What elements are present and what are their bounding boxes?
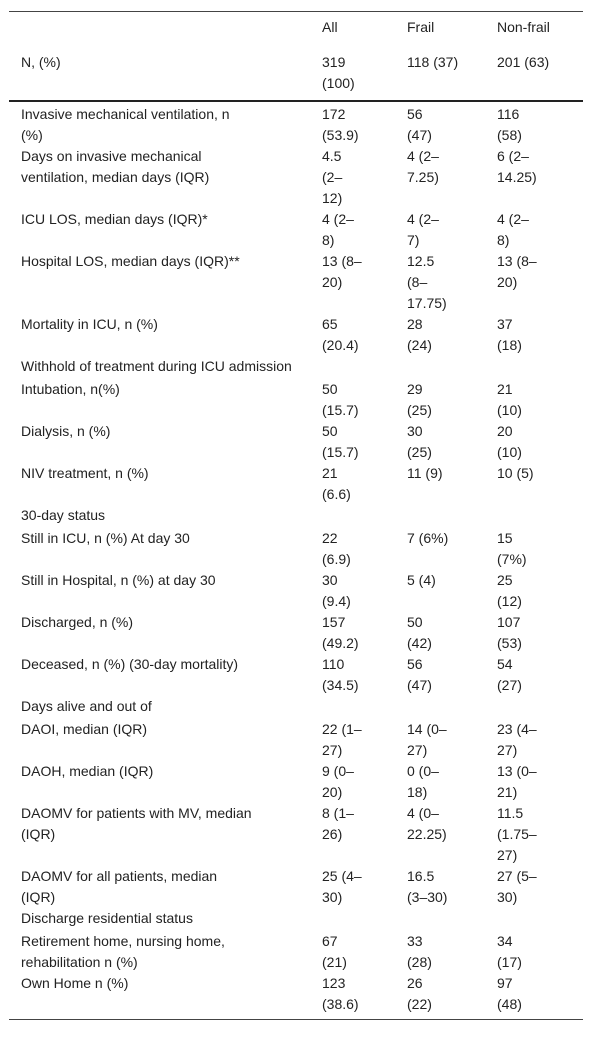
- row-label: Dialysis, n (%): [21, 423, 111, 439]
- cell-nonfrail: 27 (5– 30): [497, 868, 537, 905]
- header-nonfrail: Non-frail: [497, 19, 550, 35]
- cell-all: 30 (9.4): [322, 572, 351, 609]
- row-label: Invasive mechanical ventilation, n (%): [21, 106, 230, 143]
- n-frail: 118 (37): [407, 54, 459, 70]
- row-label: Still in ICU, n (%) At day 30: [21, 530, 190, 546]
- table-row: [9, 421, 583, 463]
- row-label: Mortality in ICU, n (%): [21, 316, 158, 332]
- cell-all: 8 (1– 26): [322, 805, 354, 842]
- cell-nonfrail: 107 (53): [497, 614, 522, 651]
- cell-all: 110 (34.5): [322, 656, 359, 693]
- table-row: [9, 612, 583, 654]
- table-row: [9, 146, 583, 209]
- cell-nonfrail: 6 (2– 14.25): [497, 148, 537, 185]
- table-row: [9, 528, 583, 570]
- n-label: N, (%): [21, 54, 61, 70]
- cell-frail: 11 (9): [407, 465, 443, 481]
- section-label: 30-day status: [21, 507, 106, 523]
- row-label: DAOH, median (IQR): [21, 763, 154, 779]
- cell-frail: 50 (42): [407, 614, 432, 651]
- table-row: [9, 251, 583, 314]
- cell-all: 22 (6.9): [322, 530, 351, 567]
- table-body: [9, 101, 583, 1020]
- cell-frail: 30 (25): [407, 423, 432, 460]
- section-label: Discharge residential status: [21, 910, 193, 926]
- cell-nonfrail: 25 (12): [497, 572, 522, 609]
- cell-all: 4.5 (2– 12): [322, 148, 343, 206]
- cell-nonfrail: 54 (27): [497, 656, 522, 693]
- cell-all: 25 (4– 30): [322, 868, 362, 905]
- cell-all: 67 (21): [322, 933, 347, 970]
- cell-frail: 4 (2– 7): [407, 211, 439, 248]
- row-label: NIV treatment, n (%): [21, 465, 149, 481]
- cell-nonfrail: 34 (17): [497, 933, 522, 970]
- cell-frail: 7 (6%): [407, 530, 449, 546]
- cell-frail: 33 (28): [407, 933, 432, 970]
- header-empty: [9, 12, 322, 53]
- row-label: DAOMV for all patients, median (IQR): [21, 868, 218, 905]
- n-all: 319 (100): [322, 54, 355, 91]
- cell-nonfrail: 37 (18): [497, 316, 522, 353]
- table-row: [9, 570, 583, 612]
- cell-nonfrail: 15 (7%): [497, 530, 527, 567]
- table-row: [9, 866, 583, 908]
- table-header: [9, 12, 583, 102]
- cell-all: 50 (15.7): [322, 381, 359, 418]
- row-label: Still in Hospital, n (%) at day 30: [21, 572, 216, 588]
- table-row: [9, 803, 583, 866]
- cell-all: 22 (1– 27): [322, 721, 362, 758]
- cell-all: 157 (49.2): [322, 614, 359, 651]
- cell-frail: 26 (22): [407, 975, 432, 1012]
- cell-nonfrail: 116 (58): [497, 106, 522, 143]
- table-row: [9, 101, 583, 146]
- cell-nonfrail: 10 (5): [497, 465, 534, 481]
- table-row: [9, 931, 583, 973]
- row-label: Retirement home, nursing home, rehabilitation n (%): [21, 933, 225, 970]
- section-row: [9, 505, 583, 528]
- table-row: [9, 973, 583, 1020]
- table-row: [9, 314, 583, 356]
- row-label: Discharged, n (%): [21, 614, 134, 630]
- cell-all: 4 (2– 8): [322, 211, 354, 248]
- cell-all: 9 (0– 20): [322, 763, 354, 800]
- row-label: Hospital LOS, median days (IQR)**: [21, 253, 240, 269]
- cell-frail: 56 (47): [407, 656, 432, 693]
- cell-nonfrail: 4 (2– 8): [497, 211, 529, 248]
- table-row: [9, 379, 583, 421]
- n-nonfrail: 201 (63): [497, 54, 550, 70]
- cell-frail: 12.5 (8– 17.75): [407, 253, 447, 311]
- cell-nonfrail: 20 (10): [497, 423, 522, 460]
- outcomes-table: [9, 11, 583, 1020]
- cell-frail: 0 (0– 18): [407, 763, 439, 800]
- row-label: DAOMV for patients with MV, median (IQR): [21, 805, 252, 842]
- cell-nonfrail: 13 (8– 20): [497, 253, 537, 290]
- cell-nonfrail: 11.5 (1.75– 27): [497, 805, 537, 863]
- table-row: [9, 654, 583, 696]
- cell-all: 123 (38.6): [322, 975, 359, 1012]
- row-label: ICU LOS, median days (IQR)*: [21, 211, 208, 227]
- row-label: Deceased, n (%) (30-day mortality): [21, 656, 239, 672]
- cell-all: 50 (15.7): [322, 423, 359, 460]
- row-label: DAOI, median (IQR): [21, 721, 148, 737]
- cell-all: 21 (6.6): [322, 465, 351, 502]
- cell-all: 13 (8– 20): [322, 253, 362, 290]
- cell-all: 172 (53.9): [322, 106, 359, 143]
- cell-nonfrail: 13 (0– 21): [497, 763, 537, 800]
- cell-nonfrail: 21 (10): [497, 381, 522, 418]
- table-row: [9, 761, 583, 803]
- cell-nonfrail: 23 (4– 27): [497, 721, 537, 758]
- row-label: Days on invasive mechanical ventilation, median days (IQR): [21, 148, 210, 185]
- cell-frail: 28 (24): [407, 316, 432, 353]
- table-row: [9, 209, 583, 251]
- row-label: Intubation, n(%): [21, 381, 120, 397]
- cell-frail: 16.5 (3–30): [407, 868, 448, 905]
- cell-frail: 56 (47): [407, 106, 432, 143]
- cell-frail: 4 (2– 7.25): [407, 148, 439, 185]
- row-label: Own Home n (%): [21, 975, 129, 991]
- header-all: All: [322, 19, 338, 35]
- section-label: Withhold of treatment during ICU admission: [21, 358, 292, 374]
- header-frail: Frail: [407, 19, 435, 35]
- header-row: [9, 12, 583, 53]
- cell-frail: 14 (0– 27): [407, 721, 447, 758]
- cell-frail: 29 (25): [407, 381, 432, 418]
- section-row: [9, 908, 583, 931]
- cell-nonfrail: 97 (48): [497, 975, 522, 1012]
- section-row: [9, 696, 583, 719]
- cell-frail: 5 (4): [407, 572, 436, 588]
- cell-frail: 4 (0– 22.25): [407, 805, 447, 842]
- table-row: [9, 463, 583, 505]
- section-row: [9, 356, 583, 379]
- n-row: [9, 52, 583, 101]
- section-label: Days alive and out of: [21, 698, 152, 714]
- table-row: [9, 719, 583, 761]
- cell-all: 65 (20.4): [322, 316, 359, 353]
